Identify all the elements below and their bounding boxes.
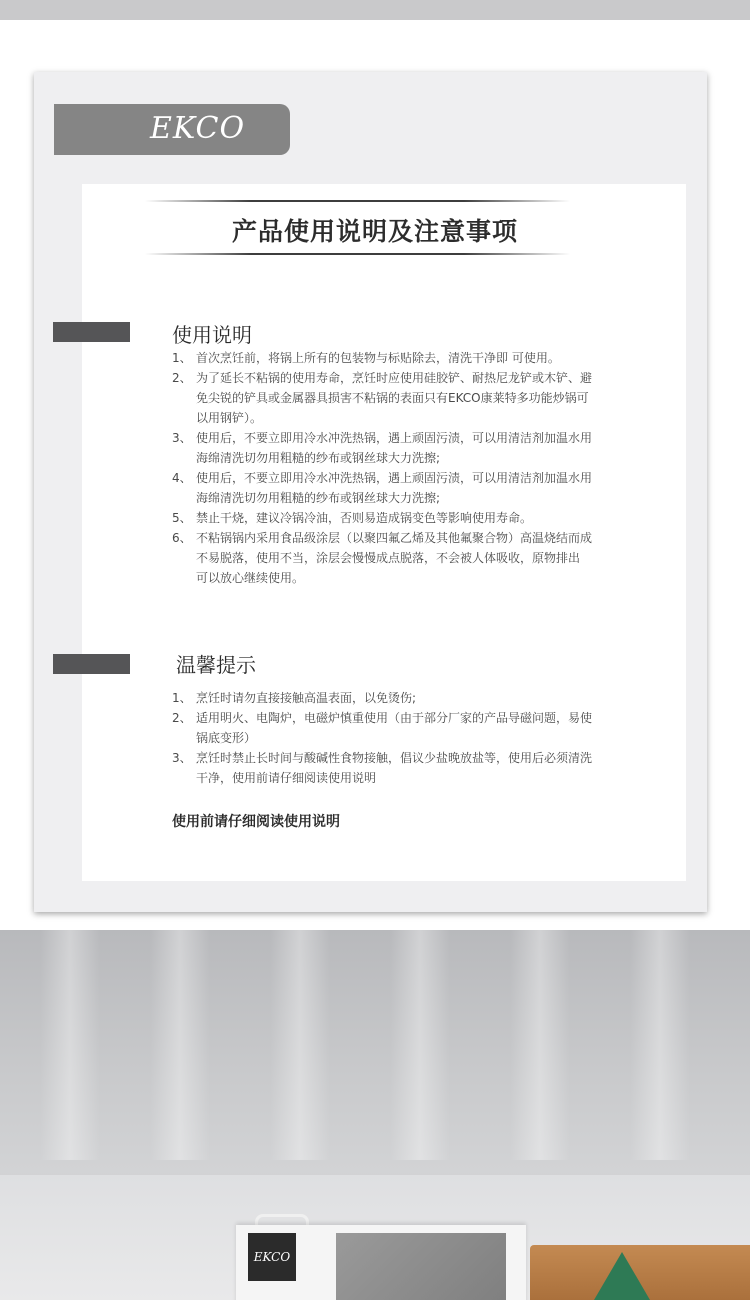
brand-tab — [54, 104, 290, 155]
box-image-panel — [336, 1233, 506, 1300]
closing-note: 使用前请仔细阅读使用说明 — [172, 814, 340, 830]
tips-list — [172, 688, 642, 788]
item-line: 海绵清洗切勿用粗糙的纱布或钢丝球大力洗擦; — [196, 491, 441, 505]
list-item — [172, 708, 642, 748]
list-item — [172, 508, 642, 528]
curtain-fold — [40, 930, 100, 1160]
item-line: 不粘锅锅内采用食品级涂层（以聚四氟乙烯及其他氟聚合物）高温烧结而成 — [196, 531, 593, 545]
curtain-fold — [390, 930, 450, 1160]
usage-list — [172, 348, 642, 588]
curtain-fold — [630, 930, 690, 1160]
item-line: 烹饪时禁止长时间与酸碱性食物接触，倡议少盐晚放盐等，使用后必须清洗 — [196, 751, 593, 765]
list-item — [172, 688, 642, 708]
item-line: 干净，使用前请仔细阅读使用说明 — [196, 771, 377, 785]
list-item — [172, 528, 642, 588]
section-title-tips: 温馨提示 — [176, 653, 256, 677]
list-item — [172, 468, 642, 508]
item-number: 6、 — [172, 531, 192, 545]
ekco-logo: EKCO — [150, 111, 246, 146]
item-line: 首次烹饪前，将锅上所有的包装物与标贴除去，清洗干净即 可使用。 — [196, 351, 560, 365]
item-line: 使用后，不要立即用冷水冲洗热锅，遇上顽固污渍，可以用清洁剂加温水用 — [196, 471, 593, 485]
item-line: 烹饪时请勿直接接触高温表面，以免烫伤; — [196, 691, 417, 705]
item-line: 可以放心继续使用。 — [196, 571, 305, 585]
top-strip — [0, 0, 750, 20]
curtain-fold — [270, 930, 330, 1160]
item-number: 3、 — [172, 751, 192, 765]
item-number: 5、 — [172, 511, 192, 525]
list-item — [172, 348, 642, 368]
list-item — [172, 368, 642, 428]
item-line: 适用明火、电陶炉，电磁炉慎重使用（由于部分厂家的产品导磁问题，易使 — [196, 711, 593, 725]
curtain-fold — [150, 930, 210, 1160]
item-line: 海绵清洗切勿用粗糙的纱布或钢丝球大力洗擦; — [196, 451, 441, 465]
section-marker-tips — [53, 654, 130, 674]
section-title-usage: 使用说明 — [172, 323, 252, 347]
item-line: 以用钢铲）。 — [196, 411, 263, 425]
item-line: 为了延长不粘锅的使用寿命，烹饪时应使用硅胶铲、耐热尼龙铲或木铲、避 — [196, 371, 593, 385]
title-rule-bottom — [145, 253, 570, 255]
product-box — [236, 1225, 526, 1300]
item-line: 免尖锐的铲具或金属器具损害不粘锅的表面只有EKCO康莱特多功能炒锅可 — [196, 391, 589, 405]
list-item — [172, 428, 642, 468]
item-number: 2、 — [172, 711, 192, 725]
title-rule-top — [145, 200, 570, 202]
item-number: 1、 — [172, 351, 192, 365]
item-number: 4、 — [172, 471, 192, 485]
item-line: 使用后，不要立即用冷水冲洗热锅，遇上顽固污渍，可以用清洁剂加温水用 — [196, 431, 593, 445]
item-line: 锅底变形） — [196, 731, 257, 745]
box-logo: EKCO — [248, 1233, 296, 1281]
document-title: 产品使用说明及注意事项 — [231, 217, 518, 246]
section-marker-usage — [53, 322, 130, 342]
green-cone-ornament — [594, 1252, 650, 1300]
item-line: 不易脱落，使用不当，涂层会慢慢成点脱落，不会被人体吸收，原物排出 — [196, 551, 581, 565]
curtain-fold — [510, 930, 570, 1160]
item-number: 1、 — [172, 691, 192, 705]
item-number: 2、 — [172, 371, 192, 385]
product-photo — [0, 930, 750, 1300]
item-line: 禁止干烧，建议冷锅冷油，否则易造成锅变色等影响使用寿命。 — [196, 511, 533, 525]
list-item — [172, 748, 642, 788]
item-number: 3、 — [172, 431, 192, 445]
